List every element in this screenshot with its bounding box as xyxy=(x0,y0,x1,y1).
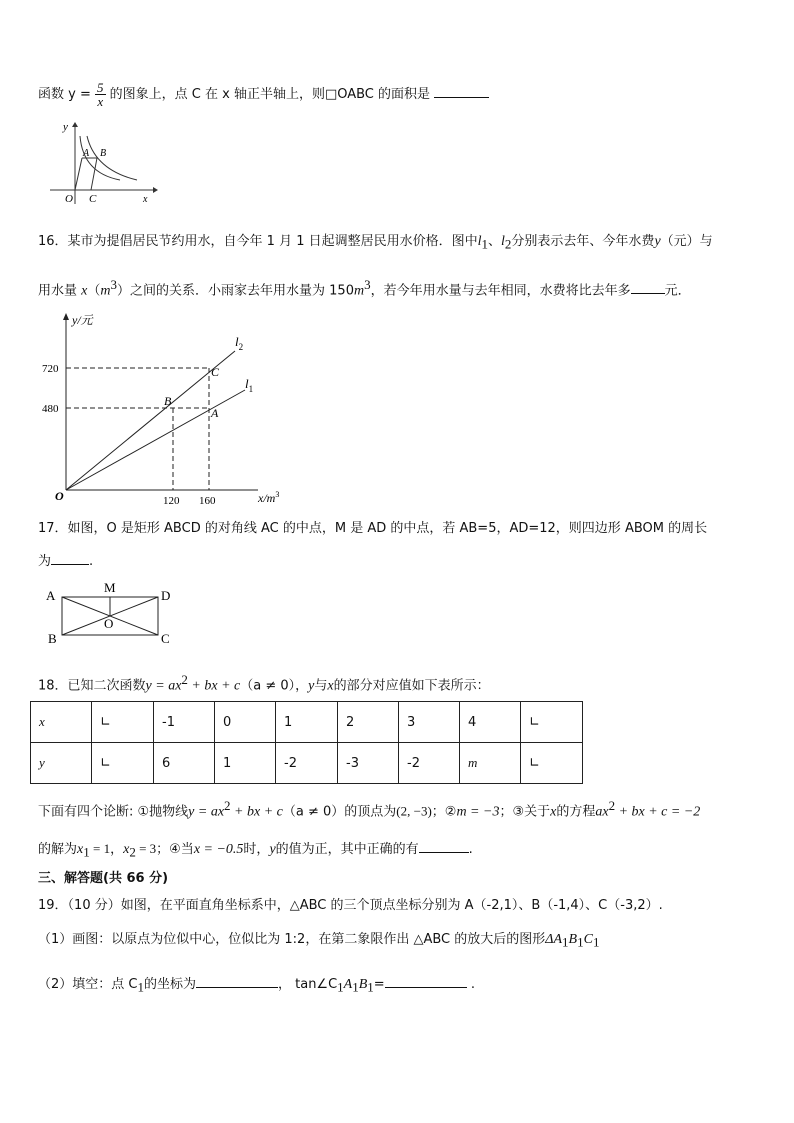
q18-stmt4: ；④当 xyxy=(156,842,194,857)
q16-line-l1 xyxy=(66,390,245,490)
q15-seg-bc xyxy=(91,158,97,190)
q16-line1-text: 16．某市为提倡居民节约用水，自今年 1 月 1 日起调整居民用水价格．图中 xyxy=(38,234,478,249)
q17-line2-text: 为 xyxy=(38,554,52,569)
q18-cond: （a ≠ 0）， xyxy=(240,678,309,694)
q15-suffix: 的图象上，点 C 在 x 轴正半轴上，则□OABC 的面积是 xyxy=(109,87,431,102)
q18-stmt1-expr: y = ax xyxy=(188,804,225,820)
q16-label-l2-sub: 2 xyxy=(238,342,244,352)
q18-line1-b: 与 xyxy=(314,678,328,694)
q17-line2-end: . xyxy=(89,554,94,569)
table-cell: 6 xyxy=(154,743,215,784)
q16-x-label-text: x/m xyxy=(258,491,276,505)
q15-frac-den: x xyxy=(97,94,104,109)
q18-y-var: y xyxy=(308,678,315,694)
q16-answer-blank[interactable] xyxy=(631,281,665,294)
q19-part2-s1: 1 xyxy=(337,979,344,995)
q19-part2-s3: 1 xyxy=(367,979,374,995)
table-cell: y xyxy=(31,743,92,784)
q16-line1-b: 分别表示去年、今年水费 xyxy=(511,234,655,249)
q18-line1 xyxy=(38,671,490,695)
q16-line-l2 xyxy=(66,351,235,490)
q18-line1-c: 的部分对应值如下表所示： xyxy=(333,678,490,694)
q18-line1-a: 18．已知二次函数 xyxy=(38,678,146,694)
q18-stmt3-x: x xyxy=(550,804,557,820)
q16-line1-c: （元）与 xyxy=(660,234,713,249)
q18-stmt4-expr: x = −0.5 xyxy=(193,842,244,857)
q15-fraction xyxy=(95,81,106,108)
table-cell: -2 xyxy=(276,743,338,784)
q16-origin: O xyxy=(55,489,64,503)
q16-unit-open: （ xyxy=(87,283,101,299)
q19-part1-b: B xyxy=(568,932,578,947)
q19-part1-s1: 1 xyxy=(562,934,569,950)
q19-part1-c: C xyxy=(583,932,593,947)
q15-frac-num: 5 xyxy=(97,80,104,95)
table-cell: 1 xyxy=(215,743,276,784)
q15-answer-blank[interactable] xyxy=(434,85,489,98)
q18-sol1: x xyxy=(77,842,84,857)
q18-value-table xyxy=(30,701,583,784)
q15-text xyxy=(38,81,489,108)
q18-stmt4-y: y xyxy=(269,842,276,857)
q19-tan-blank[interactable] xyxy=(385,975,467,988)
q16-tick-120: 120 xyxy=(163,495,180,507)
q16-label-l2 xyxy=(235,334,243,352)
q16-line2-c: ，若今年用水量与去年相同，水费将比去年多 xyxy=(370,283,631,299)
q17-label-m: M xyxy=(104,580,116,595)
q18-sol2: x xyxy=(123,842,130,857)
q17-line2 xyxy=(38,552,93,571)
table-cell: 1 xyxy=(276,702,338,743)
q18-stmt3-b: 的方程 xyxy=(556,804,596,820)
q16-point-b: B xyxy=(164,394,172,408)
q19-part2 xyxy=(38,975,475,997)
q18-stmt2: ；② xyxy=(431,804,457,820)
q18-line3-a: 的解为 xyxy=(38,842,78,857)
q15-label-c: C xyxy=(89,193,97,205)
q18-sol1-sub: 1 xyxy=(83,844,90,860)
q16-unit-exp: 3 xyxy=(110,277,118,292)
q17-figure xyxy=(42,580,192,646)
q17-label-d: D xyxy=(161,588,171,603)
q15-label-a: A xyxy=(83,148,90,159)
q19-part2-sub: 1 xyxy=(137,979,144,995)
q17-label-c: C xyxy=(161,631,170,646)
q15-label-y: y xyxy=(63,121,68,133)
q19-part1-tri: ΔA xyxy=(545,932,563,947)
q16-point-c: C xyxy=(211,365,220,379)
q16-y-label: y/元 xyxy=(72,313,93,327)
q17-label-b: B xyxy=(48,631,57,646)
q16-line2-end: 元． xyxy=(664,283,691,299)
q18-stmt1-cond: （a ≠ 0）的顶点为 xyxy=(282,804,397,820)
q16-x-label xyxy=(257,490,279,505)
q18-comma: ， xyxy=(110,842,124,857)
q15-graph xyxy=(45,118,175,213)
table-cell: ∟ xyxy=(521,702,583,743)
q18-x-var: x xyxy=(327,678,334,694)
q16-tick-720: 720 xyxy=(42,363,59,375)
q18-sol2-sub: 2 xyxy=(129,844,136,860)
q18-stmt3-sq: 2 xyxy=(608,798,616,813)
q17-line1: 17．如图，O 是矩形 ABCD 的对角线 AC 的中点，M 是 AD 的中点，若 AB=5，AD=12，则四边形 ABOM 的周长 xyxy=(38,521,708,536)
q16-label-l2-text: l xyxy=(235,334,239,349)
q19-part1-text: （1）画图：以原点为位似中心，位似比为 1:2，在第二象限作出 △ABC 的放大后的图形 xyxy=(38,932,546,947)
q16-label-l1-text: l xyxy=(245,376,249,391)
q18-expr: y = ax xyxy=(145,678,182,694)
q19-part2-b: 的坐标为 xyxy=(143,977,196,992)
q18-stmt4-b: 时， xyxy=(243,842,270,857)
q18-vertex: (2, −3) xyxy=(396,803,432,819)
q16-y-arrow xyxy=(63,313,69,320)
q18-expr-b: + bx + c xyxy=(187,678,241,694)
q16-point-a: A xyxy=(211,406,219,420)
q15-label-o: O xyxy=(65,193,73,205)
q16-line2 xyxy=(38,276,691,300)
q16-l2-sub: 2 xyxy=(504,236,512,252)
q19-part1 xyxy=(38,931,599,952)
q18-end: . xyxy=(468,842,473,857)
q16-line2-a: 用水量 xyxy=(38,283,78,299)
table-cell: 0 xyxy=(215,702,276,743)
q16-sep: 、 xyxy=(488,234,502,249)
q17-answer-blank[interactable] xyxy=(51,552,89,565)
q18-stmt2-expr: m = −3 xyxy=(456,804,500,820)
q18-stmt4-c: 的值为正，其中正确的有 xyxy=(275,842,419,857)
q16-unit-m2: m xyxy=(353,283,365,299)
table-cell: ∟ xyxy=(521,743,583,784)
q19-part2-s2: 1 xyxy=(352,979,359,995)
q15-prefix: 函数 y = xyxy=(38,87,91,102)
q18-stmt1-sq: 2 xyxy=(224,798,231,813)
q19-part1-s3: 1 xyxy=(592,934,600,950)
q16-label-l1-sub: 1 xyxy=(248,384,254,394)
q19-part2-A: A xyxy=(343,977,353,992)
table-cell: 4 xyxy=(460,702,521,743)
table-cell: ∟ xyxy=(92,743,154,784)
q18-stmt3: ；③关于 xyxy=(499,804,551,820)
q15-x-arrow xyxy=(153,187,158,193)
table-cell: 2 xyxy=(338,702,399,743)
q15-seg-oa xyxy=(75,158,82,190)
section-title: 三、解答题(共 66 分) xyxy=(38,871,169,886)
q18-stmt3-expr-b: + bx + c = −2 xyxy=(615,804,701,820)
q19-part2-eq: = xyxy=(373,977,385,992)
q16-line1 xyxy=(38,233,713,254)
q16-l2: l xyxy=(501,234,505,249)
q18-stmt1-a: 下面有四个论断: ①抛物线 xyxy=(38,804,189,820)
q17-label-o: O xyxy=(104,616,114,631)
q19-line1: 19．（10 分）如图，在平面直角坐标系中，△ABC 的三个顶点坐标分别为 A（-2,1）、B（-1,4）、C（-3,2）. xyxy=(38,898,663,913)
table-row xyxy=(31,702,583,743)
table-cell: -2 xyxy=(399,743,460,784)
q18-statements-line2 xyxy=(38,840,473,862)
q16-unit-exp2: 3 xyxy=(364,277,371,292)
q19-part1-s2: 1 xyxy=(577,934,584,950)
q18-stmt3-expr: ax xyxy=(595,804,609,820)
q16-l1: l xyxy=(477,234,482,249)
q16-tick-480: 480 xyxy=(42,403,59,415)
q16-tick-160: 160 xyxy=(199,495,216,507)
table-cell: ∟ xyxy=(92,702,154,743)
q19-c1-blank[interactable] xyxy=(196,975,278,988)
q19-part2-B: B xyxy=(358,977,368,992)
q15-y-arrow xyxy=(72,122,78,127)
q19-part2-a: （2）填空：点 C xyxy=(38,977,138,992)
q16-l1-sub: 1 xyxy=(481,236,489,252)
q18-sol2-val: = 3 xyxy=(135,841,157,856)
q16-label-l1 xyxy=(245,376,253,394)
q19-part2-c: ， tan∠C xyxy=(278,977,338,992)
q15-label-x: x xyxy=(143,194,148,205)
table-cell: -3 xyxy=(338,743,399,784)
q16-y-var: y xyxy=(654,234,661,249)
table-row xyxy=(31,743,583,784)
q18-stmt1-expr-b: + bx + c xyxy=(230,804,283,820)
q16-x-label-exp: 3 xyxy=(275,490,280,499)
table-cell: m xyxy=(460,743,521,784)
q18-statements-line1 xyxy=(38,797,700,821)
q18-sq: 2 xyxy=(181,672,188,687)
table-cell: 3 xyxy=(399,702,460,743)
q17-label-a: A xyxy=(46,588,56,603)
q18-answer-blank[interactable] xyxy=(419,840,469,853)
q18-sol1-val: = 1 xyxy=(89,841,111,856)
table-cell: -1 xyxy=(154,702,215,743)
q16-unit-m: m xyxy=(100,283,111,299)
q16-graph xyxy=(42,310,308,510)
q15-label-b: B xyxy=(100,148,107,159)
q16-line2-b: ）之间的关系．小雨家去年用水量为 150 xyxy=(117,283,354,299)
q16-x-var: x xyxy=(81,283,88,299)
q19-part2-end: . xyxy=(470,977,475,992)
table-cell: x xyxy=(31,702,92,743)
